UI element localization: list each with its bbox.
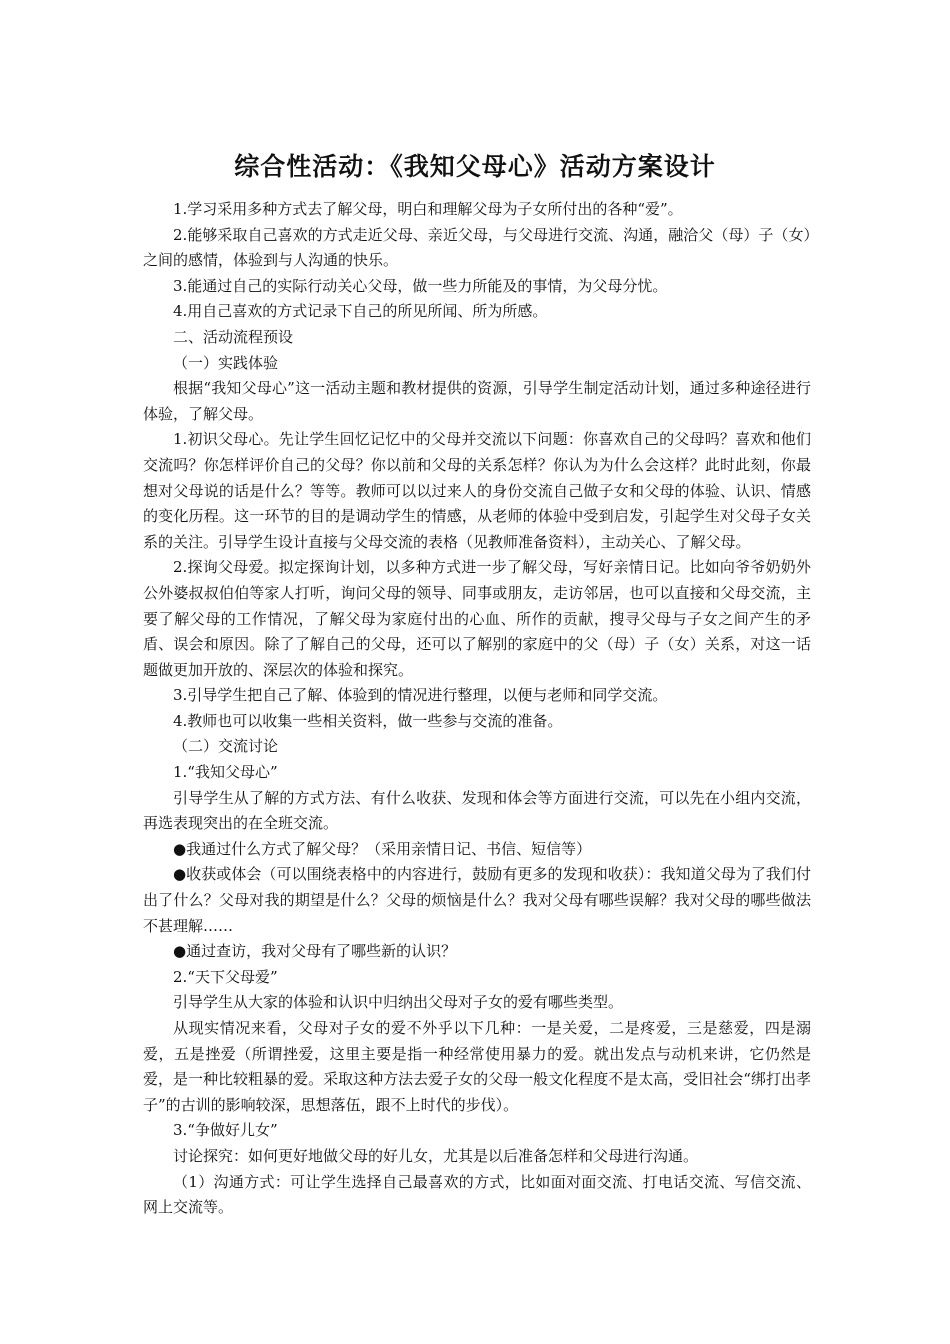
paragraph: （1）沟通方式：可让学生选择自己最喜欢的方式，比如面对面交流、打电话交流、写信交流、网上交流等。 xyxy=(143,1172,811,1217)
subsection-heading: （一）实践体验 xyxy=(173,353,279,372)
bullet-item: ●收获或体会（可以围绕表格中的内容进行，鼓励有更多的发现和收获）：我知道父母为了我们付出了什么？父母对我的期望是什么？父母的烦恼是什么？我对父母有哪些误解？我对父母的哪些做法不甚理解…… xyxy=(143,865,811,935)
paragraph: 3.引导学生把自己了解、体验到的情况进行整理，以便与老师和同学交流。 xyxy=(173,686,668,705)
paragraph: 根据“我知父母心”这一活动主题和教材提供的资源，引导学生制定活动计划，通过多种途径进行体验，了解父母。 xyxy=(143,379,811,423)
bullet-item: ●通过查访，我对父母有了哪些新的认识？ xyxy=(173,942,457,961)
section-heading: 二、活动流程预设 xyxy=(173,327,294,346)
paragraph: 3.能通过自己的实际行动关心父母，做一些力所能及的事情，为父母分忧。 xyxy=(173,276,668,295)
item-heading: 3.“争做好儿女” xyxy=(173,1121,278,1140)
paragraph: 1.初识父母心。先让学生回忆记忆中的父母并交流以下问题：你喜欢自己的父母吗？喜欢和他们交流吗？你怎样评价自己的父母？你以前和父母的关系怎样？你认为为什么会这样？此时此刻，你最想对父母说的话是什么？等等。教师可以以过来人的身份交流自己做子女和父母的体验、认识、情感的变化历程。这一环节的目的是调动学生的情感，从老师的体验中受到启发，引起学生对父母子女关系的关注。引导学生设计直接与父母交流的表格（见教师准备资料），主动关心、了解父母。 xyxy=(143,430,811,551)
document-title: 综合性活动：《我知父母心》活动方案设计 xyxy=(234,151,716,181)
document-body xyxy=(143,197,811,1221)
item-heading: 2.“天下父母爱” xyxy=(173,967,278,986)
paragraph: 从现实情况来看，父母对子女的爱不外乎以下几种：一是关爱，二是疼爱，三是慈爱，四是溺爱，五是挫爱（所谓挫爱，这里主要是指一种经常使用暴力的爱。就出发点与动机来讲，它仍然是爱，是一种比较粗暴的爱。采取这种方法去爱子女的父母一般文化程度不是太高，受旧社会“绑打出孝子”的古训的影响较深，思想落伍，跟不上时代的步伐）。 xyxy=(143,1019,811,1114)
bullet-item: ●我通过什么方式了解父母？（采用亲情日记、书信、短信等） xyxy=(173,839,592,858)
paragraph: 引导学生从了解的方式方法、有什么收获、发现和体会等方面进行交流，可以先在小组内交流，再选表现突出的在全班交流。 xyxy=(143,788,811,833)
paragraph: 2.探询父母爱。拟定探询计划，以多种方式进一步了解父母，写好亲情日记。比如向爷爷奶奶外公外婆叔叔伯伯等家人打听，询问父母的领导、同事或朋友，走访邻居，也可以直接和父母交流，主要了解父母的工作情况，了解父母为家庭付出的心血、所作的贡献，搜寻父母与子女之间产生的矛盾、误会和原因。除了了解自己的父母，还可以了解别的家庭中的父（母）子（女）关系，对这一话题做更加开放的、深层次的体验和探究。 xyxy=(143,558,811,679)
item-heading: 1.“我知父母心” xyxy=(173,763,278,782)
subsection-heading: （二）交流讨论 xyxy=(173,737,279,756)
paragraph: 4.教师也可以收集一些相关资料，做一些参与交流的准备。 xyxy=(173,711,563,730)
paragraph: 讨论探究：如何更好地做父母的好儿女，尤其是以后准备怎样和父母进行沟通。 xyxy=(173,1146,699,1165)
paragraph: 2.能够采取自己喜欢的方式走近父母、亲近父母，与父母进行交流、沟通，融洽父（母）子（女）之间的感情，体验到与人沟通的快乐。 xyxy=(143,225,811,270)
paragraph: 引导学生从大家的体验和认识中归纳出父母对子女的爱有哪些类型。 xyxy=(173,993,624,1012)
paragraph: 4.用自己喜欢的方式记录下自己的所见所闻、所为所感。 xyxy=(173,302,548,321)
paragraph: 1.学习采用多种方式去了解父母，明白和理解父母为子女所付出的各种“爱”。 xyxy=(173,200,683,218)
